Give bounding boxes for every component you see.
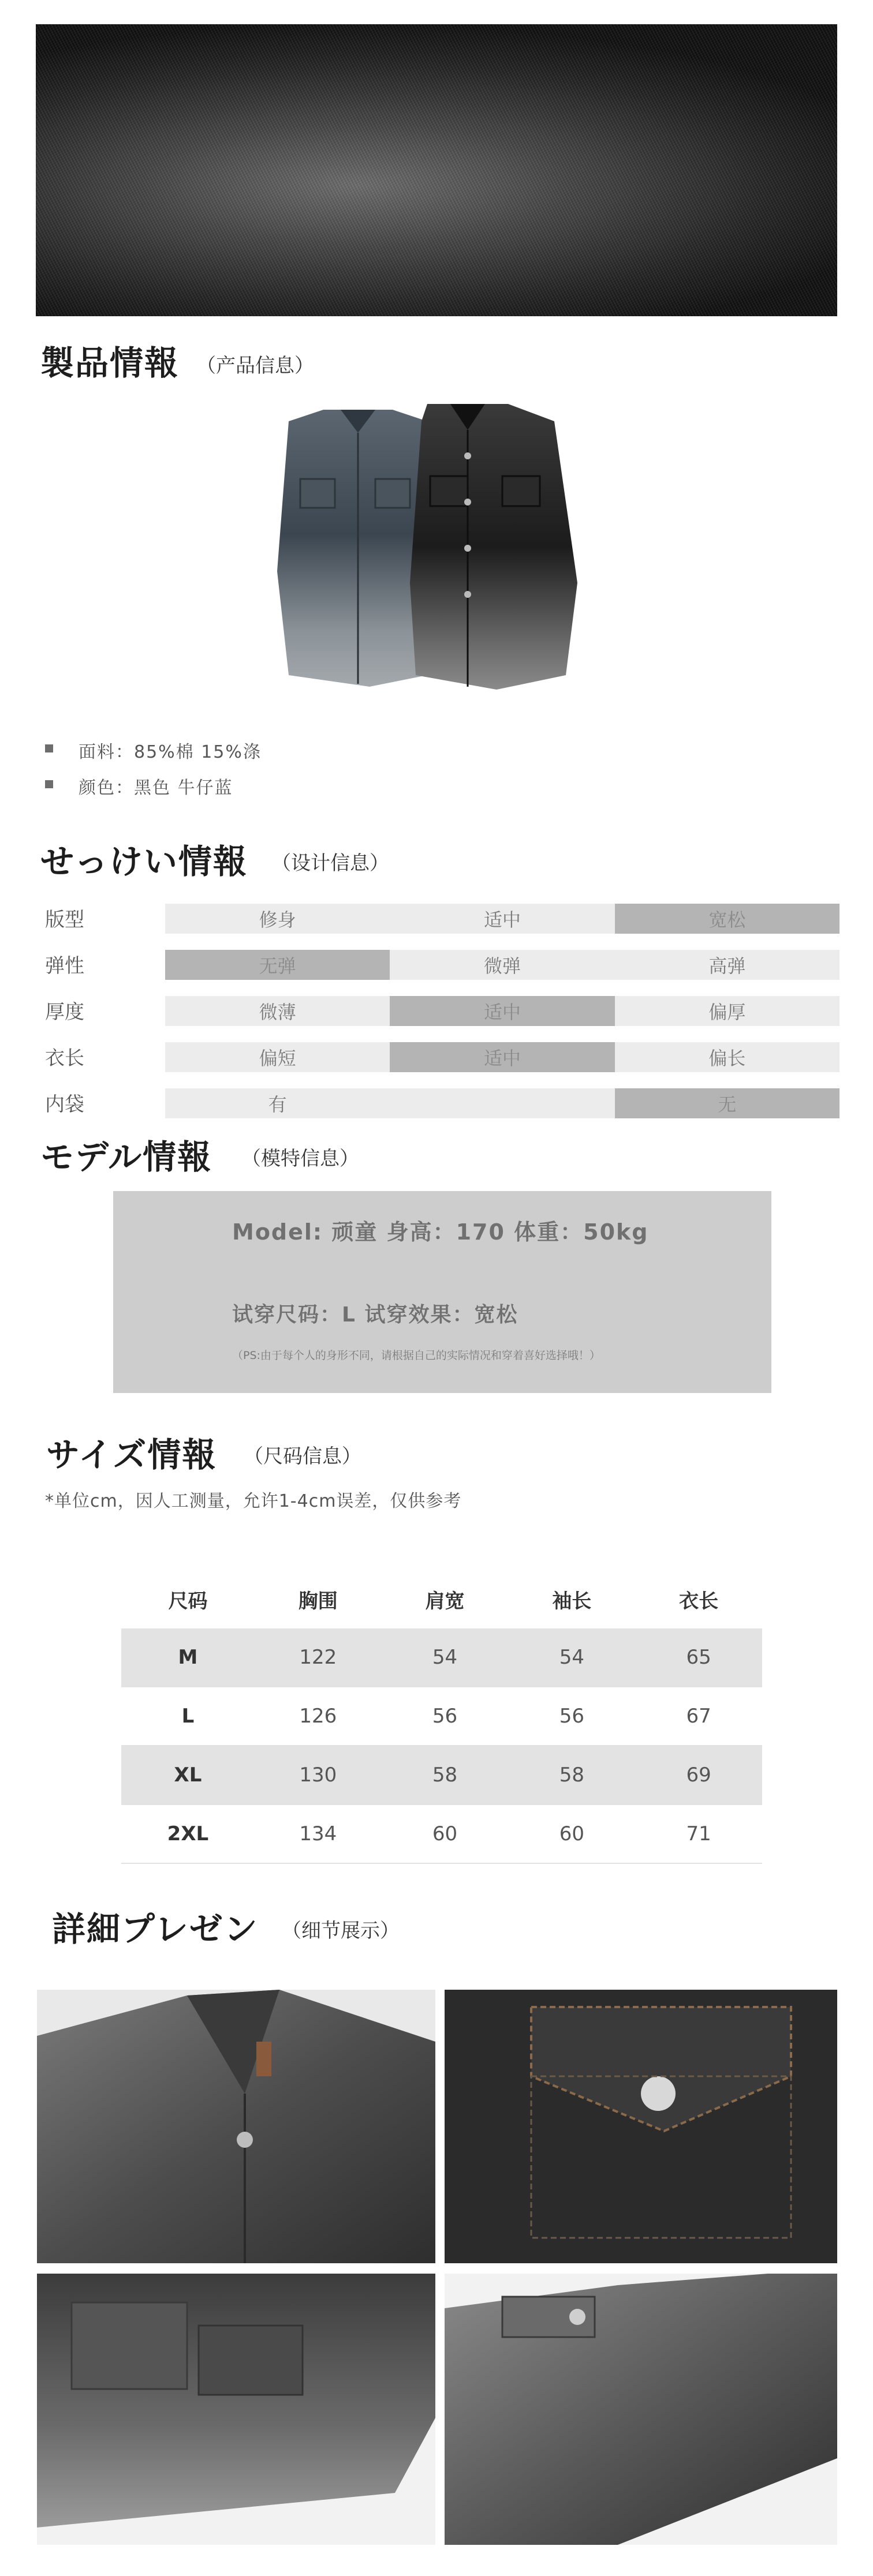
attr-option: 偏厚 (708, 1001, 746, 1023)
table-cell: 69 (635, 1746, 762, 1804)
table-cell: 122 (255, 1628, 382, 1687)
detail-photo-collar (37, 1990, 435, 2263)
model-note: （PS:由于每个人的身形不同，请根据自己的实际情况和穿着喜好选择哦！） (232, 1349, 600, 1362)
col-header-chest: 胸围 (298, 1589, 338, 1613)
col-header-shoulder: 肩宽 (425, 1589, 465, 1613)
table-cell: 67 (635, 1687, 762, 1746)
table-cell: 71 (635, 1804, 762, 1863)
bullet-icon (45, 744, 53, 752)
size-cell: 2XL (121, 1804, 255, 1863)
table-cell: 56 (382, 1687, 509, 1746)
model-try-on: 试穿尺码：L 试穿效果：宽松 (232, 1303, 518, 1327)
fabric-spec: 面料：85%棉 15%涤 (79, 742, 262, 762)
attr-option: 修身 (259, 909, 296, 931)
attr-option-selected: 适中 (390, 1042, 614, 1072)
attr-option: 偏长 (708, 1047, 746, 1069)
attr-option: 偏短 (259, 1047, 296, 1069)
attr-option-empty (390, 1088, 614, 1118)
table-cell: 60 (508, 1804, 635, 1863)
table-cell: 58 (508, 1746, 635, 1804)
table-cell: 130 (255, 1746, 382, 1804)
detail-photo-hem (37, 2274, 435, 2545)
product-info-subtitle: （产品信息） (196, 354, 314, 377)
size-table (121, 1570, 762, 1864)
attr-option: 微弹 (483, 955, 521, 977)
size-cell: L (121, 1687, 255, 1746)
size-info-title: サイズ情報 (46, 1435, 217, 1474)
attr-bar-stretch (165, 950, 840, 980)
attr-bar-thickness (165, 996, 840, 1026)
detail-photo-cuff (445, 2274, 837, 2545)
model-info-title: モデル情報 (40, 1137, 212, 1177)
detail-info-subtitle: （细节展示） (282, 1919, 400, 1942)
table-row (121, 1628, 762, 1687)
model-info-box (113, 1191, 771, 1393)
detail-info-title: 詳細プレゼン (52, 1909, 259, 1949)
product-info-title: 製品情報 (40, 343, 180, 383)
attr-bar-fit (165, 904, 840, 934)
attr-label-thickness: 厚度 (45, 1001, 84, 1024)
attr-label-length: 衣长 (45, 1047, 84, 1070)
col-header-size: 尺码 (168, 1589, 208, 1613)
attr-option: 有 (268, 1094, 287, 1115)
color-spec: 颜色：黑色 牛仔蓝 (79, 778, 233, 798)
attr-bar-length (165, 1042, 840, 1072)
size-cell: XL (121, 1746, 255, 1804)
table-cell: 60 (382, 1804, 509, 1863)
bullet-icon (45, 780, 53, 788)
table-cell: 56 (508, 1687, 635, 1746)
table-cell: 54 (508, 1628, 635, 1687)
attr-option-selected: 适中 (390, 996, 614, 1026)
size-table-header (121, 1570, 762, 1628)
attr-label-inner-pocket: 内袋 (45, 1093, 84, 1116)
detail-photo-pocket (445, 1990, 837, 2263)
model-stats: Model: 顽童 身高：170 体重：50kg (232, 1219, 649, 1245)
size-note: *单位cm，因人工测量，允许1-4cm误差，仅供参考 (45, 1491, 462, 1511)
design-info-subtitle: （设计信息） (271, 852, 389, 875)
fabric-texture-photo (36, 24, 837, 316)
table-cell: 126 (255, 1687, 382, 1746)
table-cell: 65 (635, 1628, 762, 1687)
table-cell: 54 (382, 1628, 509, 1687)
attr-option: 适中 (483, 909, 521, 931)
design-info-title: せっけい情報 (40, 842, 248, 881)
table-cell: 134 (255, 1804, 382, 1863)
attr-bar-inner-pocket (165, 1088, 840, 1118)
attr-option-selected: 无弹 (165, 950, 390, 980)
table-row (121, 1746, 762, 1804)
attr-option-selected: 无 (615, 1088, 840, 1118)
attr-label-fit: 版型 (45, 908, 84, 931)
attr-option: 高弹 (708, 955, 746, 977)
model-info-subtitle: （模特信息） (241, 1147, 359, 1170)
attr-option-selected: 宽松 (615, 904, 840, 934)
size-info-subtitle: （尺码信息） (244, 1445, 361, 1468)
attr-option: 微薄 (259, 1001, 296, 1023)
col-header-length: 衣长 (679, 1589, 719, 1613)
table-row (121, 1687, 762, 1746)
table-cell: 58 (382, 1746, 509, 1804)
col-header-sleeve: 袖长 (552, 1589, 592, 1613)
table-row (121, 1804, 762, 1863)
product-jackets-photo (254, 398, 624, 704)
attr-label-stretch: 弹性 (45, 954, 84, 978)
size-cell: M (121, 1628, 255, 1687)
